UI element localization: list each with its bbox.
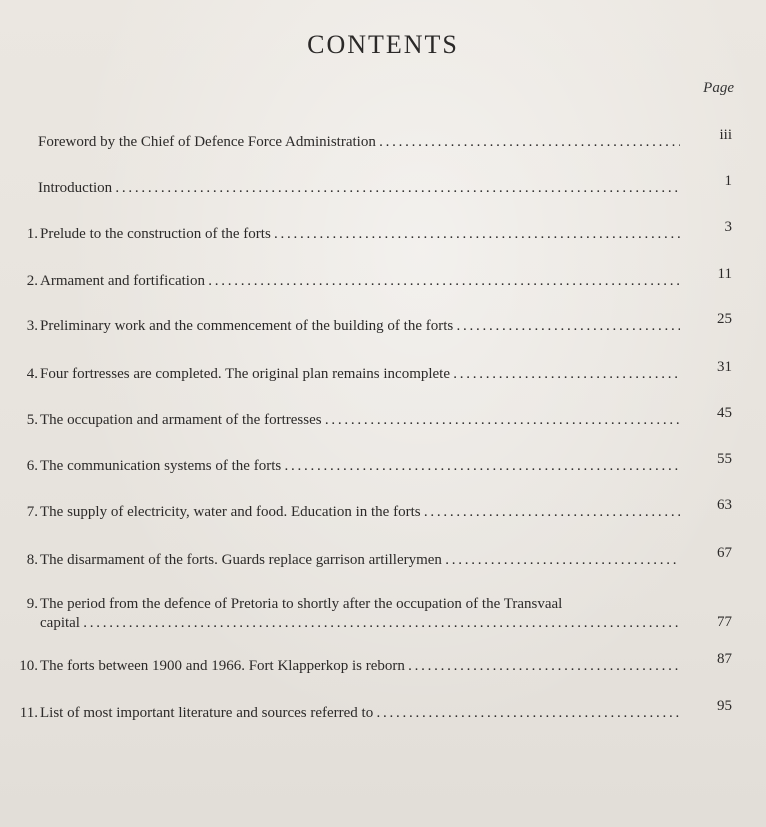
entry-page: 31 bbox=[717, 359, 732, 375]
toc-entry-9 bbox=[18, 596, 732, 640]
toc-entry-foreword bbox=[16, 127, 732, 156]
entry-page: iii bbox=[719, 127, 732, 143]
entry-title: Preliminary work and the commencement of the building of the forts . . . bbox=[40, 318, 680, 335]
entry-number: 9. bbox=[26, 596, 38, 612]
entry-number: 3. bbox=[26, 318, 38, 334]
entry-page: 87 bbox=[717, 651, 732, 667]
toc-entry-3 bbox=[18, 311, 732, 340]
entry-page: 67 bbox=[717, 545, 732, 561]
entry-page: 63 bbox=[717, 497, 732, 513]
entry-number: 10. bbox=[19, 658, 38, 674]
entry-number: 4. bbox=[26, 366, 38, 382]
toc-entry-4 bbox=[18, 359, 732, 388]
entry-page: 45 bbox=[717, 405, 732, 421]
entry-number: 11. bbox=[19, 705, 38, 721]
toc-entry-5 bbox=[18, 405, 732, 434]
entry-page: 25 bbox=[717, 311, 732, 327]
toc-entry-11 bbox=[18, 698, 732, 727]
entry-page: 3 bbox=[724, 219, 732, 235]
entry-title-line2: capital . . . bbox=[40, 615, 680, 632]
toc-entry-7 bbox=[18, 497, 732, 526]
entry-title: The occupation and armament of the fortresses . . . bbox=[40, 412, 680, 429]
entry-page: 95 bbox=[717, 698, 732, 714]
entry-title: Armament and fortification . . . bbox=[40, 273, 680, 290]
entry-page: 1 bbox=[724, 173, 732, 189]
entry-title: The supply of electricity, water and food. Education in the forts . . . bbox=[40, 504, 680, 521]
entry-number: 1. bbox=[26, 226, 38, 242]
page-column-label: Page bbox=[703, 80, 734, 96]
entry-title: Introduction . . . bbox=[38, 180, 680, 197]
entry-page: 55 bbox=[717, 451, 732, 467]
entry-number: 7. bbox=[26, 504, 38, 520]
entry-title: The disarmament of the forts. Guards replace garrison artillerymen . . . bbox=[40, 552, 680, 569]
entry-title-line1: The period from the defence of Pretoria to shortly after the occupation of the Transvaal bbox=[40, 596, 563, 612]
entry-page: 77 bbox=[717, 614, 732, 630]
entry-number: 8. bbox=[26, 552, 38, 568]
entry-title: List of most important literature and sources referred to . . . bbox=[40, 705, 680, 722]
page-title: CONTENTS bbox=[307, 30, 459, 59]
entry-title: Foreword by the Chief of Defence Force Administration . . . bbox=[38, 134, 680, 151]
toc-entry-2 bbox=[18, 266, 732, 295]
entry-number: 5. bbox=[26, 412, 38, 428]
entry-page: 11 bbox=[717, 266, 732, 282]
entry-title: The communication systems of the forts . . . bbox=[40, 458, 680, 475]
entry-number: 6. bbox=[26, 458, 38, 474]
toc-entry-introduction bbox=[16, 173, 732, 202]
entry-number: 2. bbox=[26, 273, 38, 289]
entry-title: Four fortresses are completed. The original plan remains incomplete . . . bbox=[40, 366, 680, 383]
toc-entry-6 bbox=[18, 451, 732, 480]
toc-entry-1 bbox=[18, 219, 732, 248]
toc-entry-8 bbox=[18, 545, 732, 574]
entry-title: Prelude to the construction of the forts . . . bbox=[40, 226, 680, 243]
toc-entry-10 bbox=[18, 651, 732, 680]
entry-title: The forts between 1900 and 1966. Fort Klapperkop is reborn . . . bbox=[40, 658, 680, 675]
